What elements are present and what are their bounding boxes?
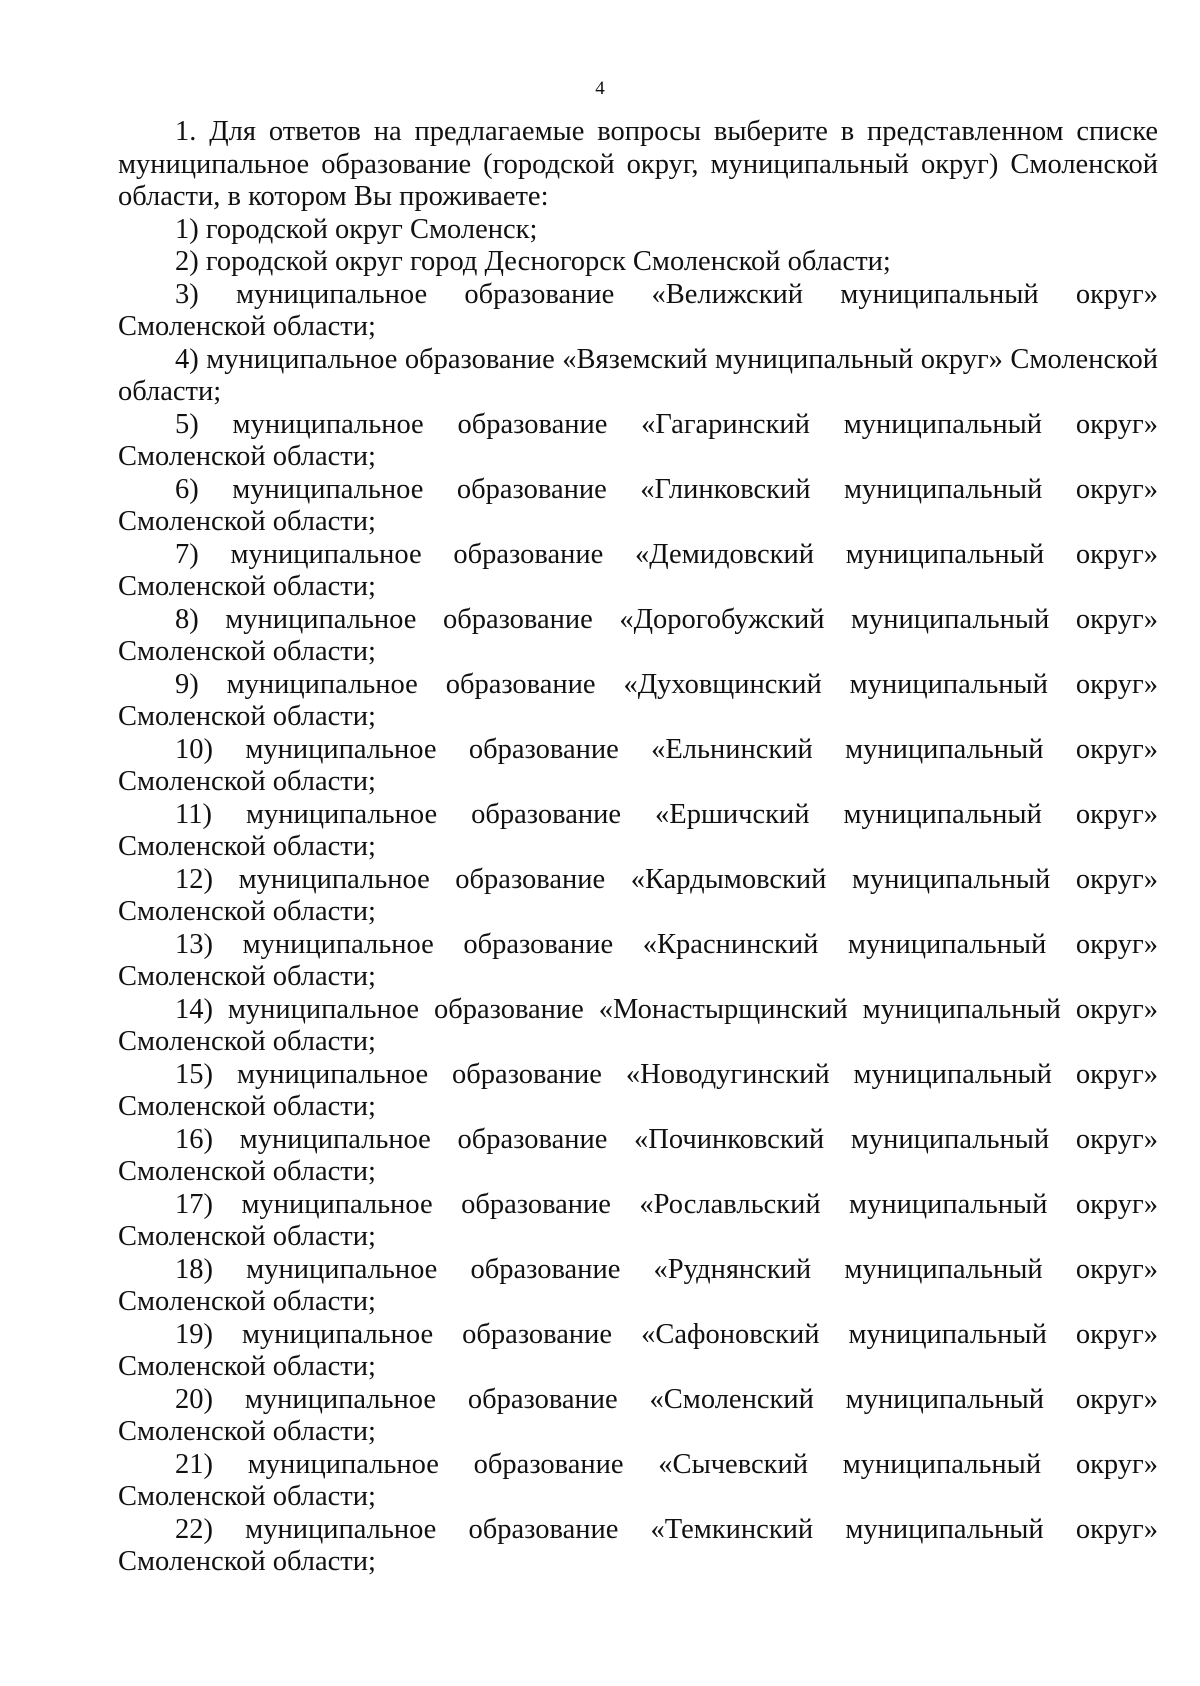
- list-item: 15) муниципальное образование «Новодугинский муниципальный округ» Смоленской области;: [118, 1058, 1158, 1122]
- list-item: 17) муниципальное образование «Рославльский муниципальный округ» Смоленской области;: [118, 1188, 1158, 1252]
- list-item: 10) муниципальное образование «Ельнинский муниципальный округ» Смоленской области;: [118, 733, 1158, 797]
- list-item: 7) муниципальное образование «Демидовский муниципальный округ» Смоленской области;: [118, 538, 1158, 602]
- list-item: 11) муниципальное образование «Ершичский муниципальный округ» Смоленской области;: [118, 798, 1158, 862]
- list-item: 18) муниципальное образование «Руднянский муниципальный округ» Смоленской области;: [118, 1253, 1158, 1317]
- list-item: 16) муниципальное образование «Починковский муниципальный округ» Смоленской области;: [118, 1123, 1158, 1187]
- list-item: 19) муниципальное образование «Сафоновский муниципальный округ» Смоленской области;: [118, 1318, 1158, 1382]
- list-item: 2) городской округ город Десногорск Смоленской области;: [175, 246, 891, 277]
- list-item: 12) муниципальное образование «Кардымовский муниципальный округ» Смоленской области;: [118, 863, 1158, 927]
- list-item: 13) муниципальное образование «Краснинский муниципальный округ» Смоленской области;: [118, 928, 1158, 992]
- list-item: 14) муниципальное образование «Монастырщинский муниципальный округ» Смоленской области;: [118, 993, 1158, 1057]
- list-item: 4) муниципальное образование «Вяземский муниципальный округ» Смоленской области;: [118, 343, 1158, 407]
- list-item: 20) муниципальное образование «Смоленский муниципальный округ» Смоленской области;: [118, 1383, 1158, 1447]
- list-item: 9) муниципальное образование «Духовщинский муниципальный округ» Смоленской области;: [118, 668, 1158, 732]
- intro-paragraph: 1. Для ответов на предлагаемые вопросы выберите в представленном списке муниципальное образование (городской округ, муниципальный округ) Смоленской области, в котором Вы проживаете:: [118, 116, 1158, 212]
- municipality-list: [118, 214, 1158, 1579]
- page-number: 4: [595, 78, 605, 99]
- list-item: 5) муниципальное образование «Гагаринский муниципальный округ» Смоленской области;: [118, 408, 1158, 472]
- list-item: 6) муниципальное образование «Глинковский муниципальный округ» Смоленской области;: [118, 473, 1158, 537]
- document-body: [118, 116, 1158, 1579]
- list-item: 3) муниципальное образование «Велижский муниципальный округ» Смоленской области;: [118, 278, 1158, 342]
- list-item: 8) муниципальное образование «Дорогобужский муниципальный округ» Смоленской области;: [118, 603, 1158, 667]
- list-item: 21) муниципальное образование «Сычевский муниципальный округ» Смоленской области;: [118, 1448, 1158, 1512]
- list-item: 22) муниципальное образование «Темкинский муниципальный округ» Смоленской области;: [118, 1513, 1158, 1577]
- list-item: 1) городской округ Смоленск;: [175, 213, 538, 245]
